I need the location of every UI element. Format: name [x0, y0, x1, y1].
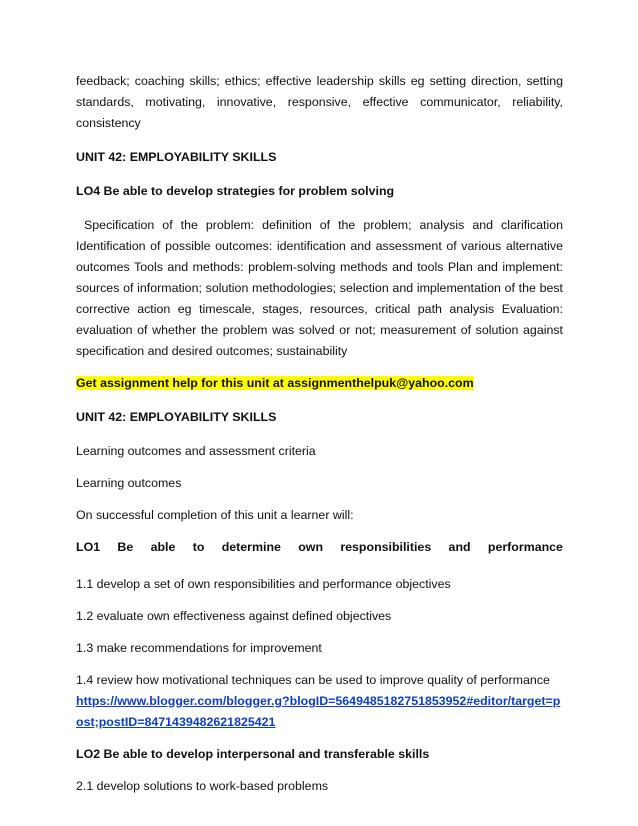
lo4-heading: LO4 Be able to develop strategies for problem solving — [76, 184, 395, 198]
lo1-word: to — [192, 540, 205, 554]
criteria-item-1-1: 1.1 develop a set of own responsibilities and performance objectives — [76, 577, 451, 591]
criteria-item-2-1: 2.1 develop solutions to work-based problems — [76, 779, 329, 793]
lo1-word: own — [298, 540, 324, 554]
document-page — [76, 71, 567, 797]
assignment-help-highlight: Get assignment help for this unit at assignmenthelpuk@yahoo.com — [76, 376, 474, 390]
blog-link-paragraph — [76, 691, 563, 733]
lo1-word: LO1 — [76, 540, 101, 554]
learning-outcomes-criteria-line: Learning outcomes and assessment criteria — [76, 444, 316, 458]
criteria-item-1-2: 1.2 evaluate own effectiveness against defined objectives — [76, 609, 392, 623]
lo1-word: responsibilities — [340, 540, 432, 554]
assignment-help-line — [76, 373, 563, 394]
unit-heading-repeat: UNIT 42: EMPLOYABILITY SKILLS — [76, 410, 277, 424]
lo4-body-paragraph: Specification of the problem: definition of the problem; analysis and clarification Identification of possible outcomes: identification and assessment of various alternative outcomes Tools and methods: problem-solving methods and tools Plan and implement: sources of information; solution methodologies; selection and implementation of the best corrective action eg timescale, stages, resources, critical path analysis Evaluation: evaluation of whether the problem was solved or not; measurement of solution against specification and desired outcomes; sustainability — [76, 218, 567, 358]
on-completion-line: On successful completion of this unit a learner will: — [76, 508, 354, 522]
criteria-item-1-4: 1.4 review how motivational techniques can be used to improve quality of performance — [76, 673, 550, 687]
intro-paragraph: feedback; coaching skills; ethics; effective leadership skills eg setting direction, setting standards, motivating, innovative, responsive, effective communicator, reliability, consistency — [76, 74, 563, 130]
lo1-word: and — [448, 540, 471, 554]
blog-link[interactable]: https://www.blogger.com/blogger.g?blogID=5649485182751853952#editor/target=post;postID=8471439482621825421 — [76, 694, 561, 729]
criteria-item-1-3: 1.3 make recommendations for improvement — [76, 641, 322, 655]
lo1-word: able — [150, 540, 176, 554]
lo2-heading: LO2 Be able to develop interpersonal and transferable skills — [76, 747, 430, 761]
learning-outcomes-line: Learning outcomes — [76, 476, 182, 490]
lo1-word: determine — [221, 540, 281, 554]
lo1-heading — [76, 537, 563, 558]
lo1-word: Be — [117, 540, 134, 554]
lo1-word: performance — [487, 540, 563, 554]
unit-heading: UNIT 42: EMPLOYABILITY SKILLS — [76, 150, 277, 164]
